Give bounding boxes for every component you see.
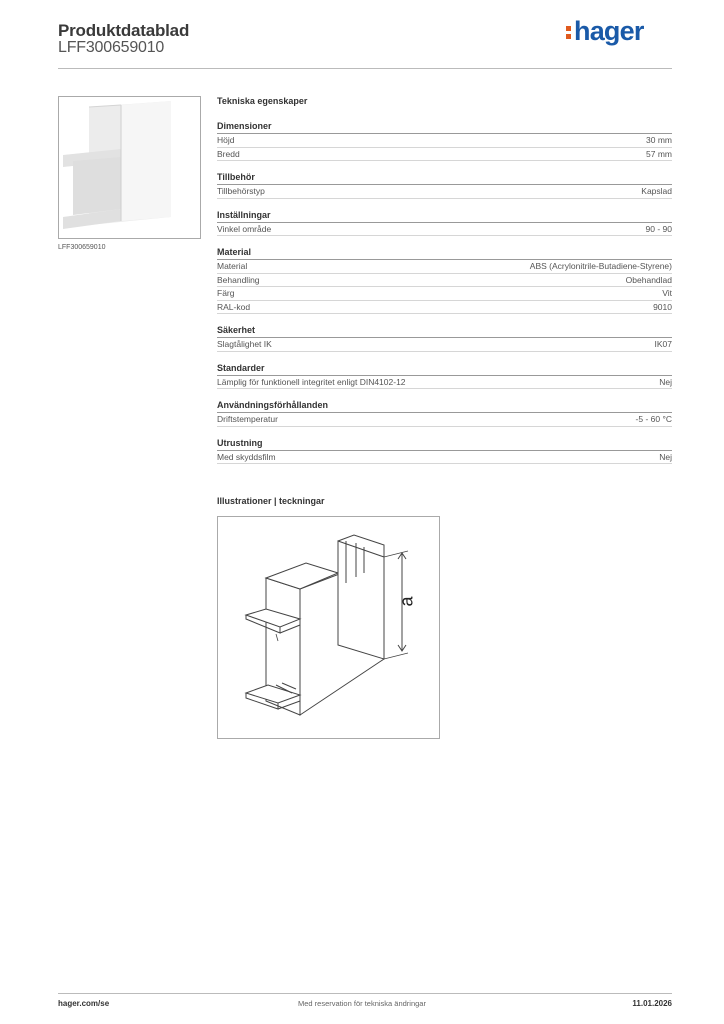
spec-row <box>217 451 672 465</box>
technical-specs <box>217 96 672 474</box>
logo-dots-icon <box>566 23 572 42</box>
spec-label: Höjd <box>217 135 235 145</box>
spec-row <box>217 376 672 390</box>
spec-label: Material <box>217 261 248 271</box>
spec-value: IK07 <box>654 339 672 349</box>
group-title: Tillbehör <box>217 171 672 185</box>
spec-label: Vinkel område <box>217 223 272 234</box>
group-title: Dimensioner <box>217 120 672 134</box>
spec-label: Driftstemperatur <box>217 414 278 424</box>
spec-value: Kapslad <box>641 186 672 196</box>
footer-disclaimer: Med reservation för tekniska ändringar <box>298 999 426 1008</box>
spec-value: Vit <box>662 288 672 298</box>
spec-row <box>217 274 672 288</box>
dimension-label: a <box>396 596 417 607</box>
spec-value: 90 - 90 <box>645 223 672 234</box>
spec-group-settings <box>217 209 672 237</box>
product-code: LFF300659010 <box>58 39 165 56</box>
spec-label: RAL-kod <box>217 301 251 312</box>
footer-divider <box>58 993 672 994</box>
specs-heading: Tekniska egenskaper <box>217 96 308 106</box>
spec-value: 9010 <box>653 301 672 312</box>
product-thumbnail <box>58 96 201 239</box>
spec-label: Bredd <box>217 148 240 159</box>
header-divider <box>58 68 672 69</box>
spec-value: Nej <box>659 376 672 387</box>
spec-label: Tillbehörstyp <box>217 186 265 196</box>
logo-text: hager <box>574 16 644 46</box>
spec-group-safety <box>217 324 672 352</box>
spec-value: ABS (Acrylonitrile-Butadiene-Styrene) <box>529 261 672 271</box>
spec-value: Nej <box>659 451 672 462</box>
thumbnail-caption: LFF300659010 <box>58 244 106 251</box>
spec-row <box>217 260 672 274</box>
spec-value: 30 mm <box>646 135 672 145</box>
spec-group-conditions <box>217 399 672 427</box>
footer-date: 11.01.2026 <box>632 999 672 1008</box>
group-title: Säkerhet <box>217 324 672 338</box>
spec-group-equipment <box>217 437 672 465</box>
spec-label: Lämplig för funktionell integritet enligt DIN4102-12 <box>217 376 406 387</box>
spec-row <box>217 413 672 427</box>
group-title: Material <box>217 246 672 260</box>
spec-value: -5 - 60 °C <box>635 414 672 424</box>
spec-label: Med skyddsfilm <box>217 451 276 462</box>
spec-row <box>217 134 672 148</box>
spec-value: 57 mm <box>646 148 672 159</box>
spec-group-accessories <box>217 171 672 199</box>
spec-row <box>217 148 672 162</box>
page-title: Produktdatablad <box>58 21 190 40</box>
spec-row <box>217 223 672 237</box>
spec-label: Behandling <box>217 274 260 285</box>
spec-row <box>217 185 672 199</box>
hager-logo <box>566 16 644 47</box>
product-photo-icon <box>59 97 200 238</box>
spec-group-dimensions <box>217 120 672 161</box>
spec-label: Färg <box>217 288 235 298</box>
group-title: Användningsförhållanden <box>217 399 672 413</box>
spec-row <box>217 287 672 301</box>
footer-website-link[interactable]: hager.com/se <box>58 999 110 1008</box>
illustrations-heading: Illustrationer | teckningar <box>217 496 325 506</box>
group-title: Standarder <box>217 362 672 376</box>
spec-label: Slagtålighet IK <box>217 339 272 349</box>
spec-row <box>217 301 672 315</box>
spec-group-standards <box>217 362 672 390</box>
group-title: Utrustning <box>217 437 672 451</box>
spec-row <box>217 338 672 352</box>
group-title: Inställningar <box>217 209 672 223</box>
spec-value: Obehandlad <box>625 274 672 285</box>
tee-drawing-icon <box>218 517 439 738</box>
technical-drawing <box>217 516 440 739</box>
spec-group-material <box>217 246 672 314</box>
